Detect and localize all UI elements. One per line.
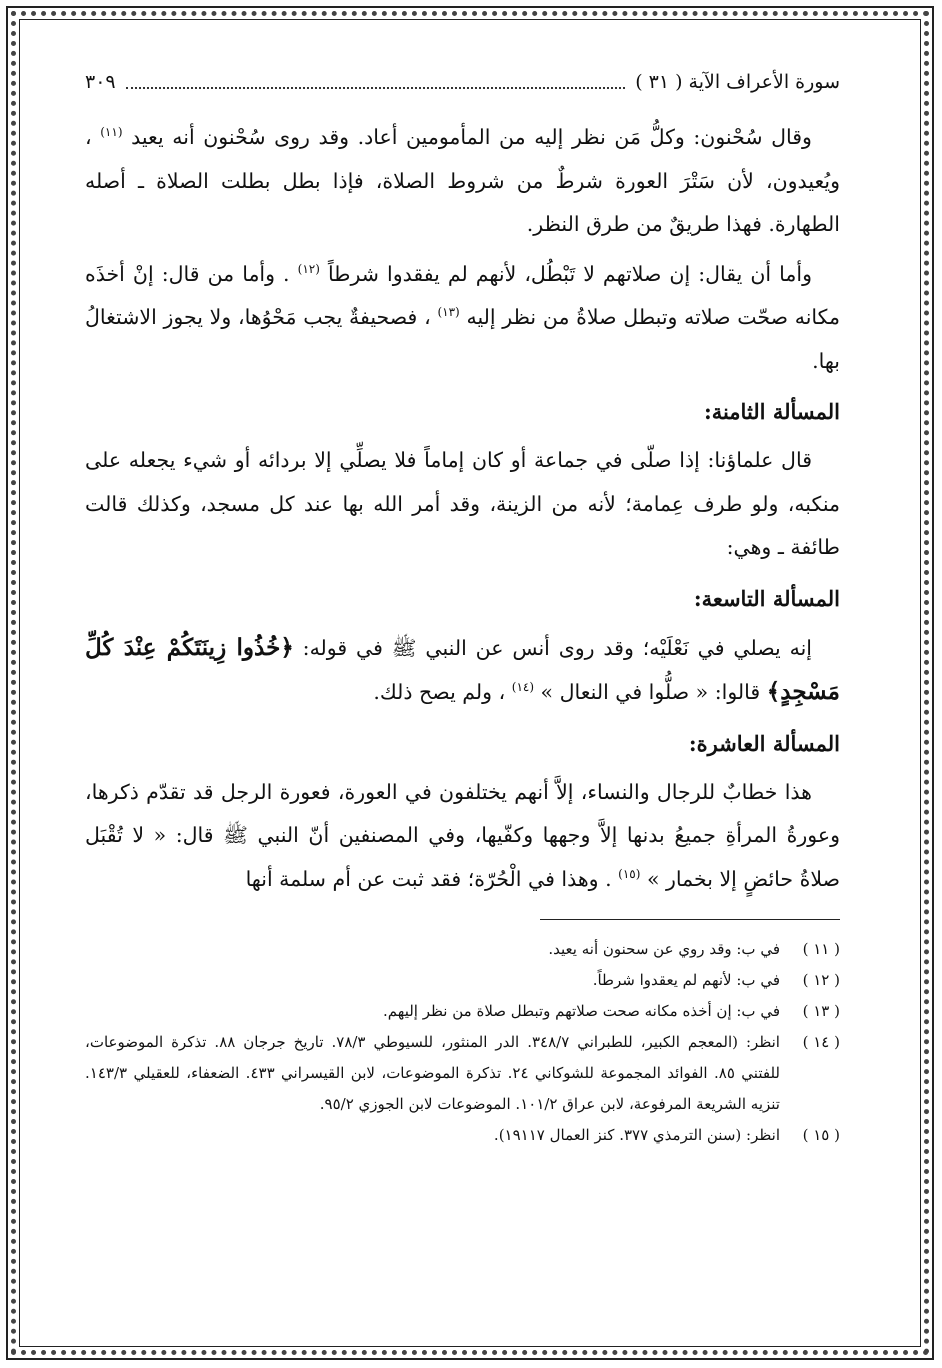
paragraph-text: ، فصحيفةٌ يجب مَحْوُها، ولا يجوز الاشتغالُ بها. bbox=[85, 305, 840, 373]
footnote bbox=[85, 934, 840, 965]
footnote-text: انظر: (المعجم الكبير، للطبراني ٣٤٨/٧. الدر المنثور، للسيوطي ٧٨/٣. تاريخ جرجان ٨٨. تذكرة الموضوعات، للفتني ٨٥. الفوائد المجموعة للشوكاني ٢٤. تذكرة الموضوعات، لابن القيسراني ٤٣٣. الضعفاء، للعقيلي ١٤٣/٣. تنزيه الشريعة المرفوعة، لابن عراق ١٠١/٢. الموضوعات لابن الجوزي ٩٥/٢. bbox=[85, 1033, 780, 1113]
paragraph-text: هذا خطابٌ للرجال والنساء، إلاَّ أنهم يختلفون في العورة، فعورة الرجل قد تقدّم ذكرها، وعورةُ المرأةِ جميعُ بدنها إلاَّ وجهها وكفّيها، وفي المصنفين أنّ النبي ﷺ قال: « لا تُقْبَل صلاةُ حائضٍ إلا بخمار » bbox=[85, 779, 840, 891]
footnote-ref: (١١) bbox=[100, 125, 123, 140]
paragraph bbox=[85, 771, 840, 902]
footnote-number: ( ١٤ ) bbox=[802, 1033, 840, 1051]
footnote-text: في ب: إن أخذه مكانه صحت صلاتهم وتبطل صلاة من نظر إليهم. bbox=[383, 1002, 780, 1020]
paragraph-text: وأما أن يقال: إن صلاتهم لا تَبْطُل، لأنهم لم يفقدوا شرطاً bbox=[327, 261, 812, 286]
footnote-separator bbox=[540, 919, 840, 920]
paragraph-text: . وهذا في الْحُرّة؛ فقد ثبت عن أم سلمة أنها bbox=[245, 866, 612, 891]
paragraph-text: وقال سُحْنون: وكلُّ مَن نظر إليه من المأمومين أعاد. وقد روى سُحْنون أنه يعيد bbox=[131, 125, 812, 149]
paragraph bbox=[85, 116, 840, 247]
footnote-text: انظر: (سنن الترمذي ٣٧٧. كنز العمال ١٩١١٧). bbox=[493, 1126, 780, 1144]
footnote-number: ( ١٥ ) bbox=[802, 1126, 840, 1144]
footnote-number: ( ١٣ ) bbox=[802, 1002, 840, 1020]
paragraph-text: إنه يصلي في نَعْلَيْه؛ وقد روى أنس عن النبي ﷺ في قوله: bbox=[302, 635, 812, 660]
book-page bbox=[85, 62, 840, 1151]
section-heading: المسألة التاسعة: bbox=[693, 585, 840, 611]
footnote bbox=[85, 1027, 840, 1120]
paragraph-text: ، ولم يصح ذلك. bbox=[373, 680, 506, 704]
footnote-ref: (١٤) bbox=[511, 680, 535, 695]
paragraph-text: . وأما من قال: إنْ أخذَه مكانه صحّت صلاته وتبطل صلاةُ من نظر إليه bbox=[85, 261, 840, 329]
footnote-number: ( ١١ ) bbox=[802, 940, 840, 958]
section-heading: المسألة العاشرة: bbox=[688, 730, 840, 756]
paragraph bbox=[85, 439, 840, 570]
running-header bbox=[85, 62, 840, 102]
footnote bbox=[85, 996, 840, 1027]
footnote bbox=[85, 1120, 840, 1151]
footnote-number: ( ١٢ ) bbox=[802, 971, 840, 989]
footnote-ref: (١٥) bbox=[618, 866, 641, 881]
quran-verse: ﴿خُذُوا زِينَتَكُمْ عِنْدَ كُلِّ مَسْجِدٍ﴾ bbox=[85, 633, 840, 705]
paragraph-text: قالوا: « صلُّوا في النعال » bbox=[540, 680, 761, 704]
running-header-title: سورة الأعراف الآية ( ٣١ ) bbox=[635, 71, 840, 93]
page-number: ٣٠٩ bbox=[85, 71, 116, 93]
footnote-ref: (١٣) bbox=[437, 305, 460, 320]
running-header-leader bbox=[126, 75, 626, 89]
section-heading: المسألة الثامنة: bbox=[703, 399, 840, 424]
paragraph-text: ، ويُعيدون، لأن سَتْرَ العورة شرطٌ من شروط الصلاة، فإذا بطل بطلت الصلاة ـ أصله الطهارة. فهذا طريقٌ من طرق النظر. bbox=[85, 125, 840, 236]
paragraph bbox=[85, 626, 840, 715]
footnote-ref: (١٢) bbox=[297, 261, 320, 276]
footnote bbox=[85, 965, 840, 996]
paragraph-text: قال علماؤنا: إذا صلّى في جماعة أو كان إماماً فلا يصلِّي إلا بردائه أو شيء يجعله على منكبه، ولو طرف عِمامة؛ لأنه من الزينة، وقد أمر الله بها عند كل مسجد، وكذلك قالت طائفة ـ وهي: bbox=[85, 448, 840, 559]
footnote-text: في ب: لأنهم لم يعقدوا شرطاً. bbox=[592, 971, 780, 989]
footnotes bbox=[85, 934, 840, 1151]
footnote-text: في ب: وقد روي عن سحنون أنه يعيد. bbox=[548, 940, 780, 958]
paragraph bbox=[85, 253, 840, 384]
